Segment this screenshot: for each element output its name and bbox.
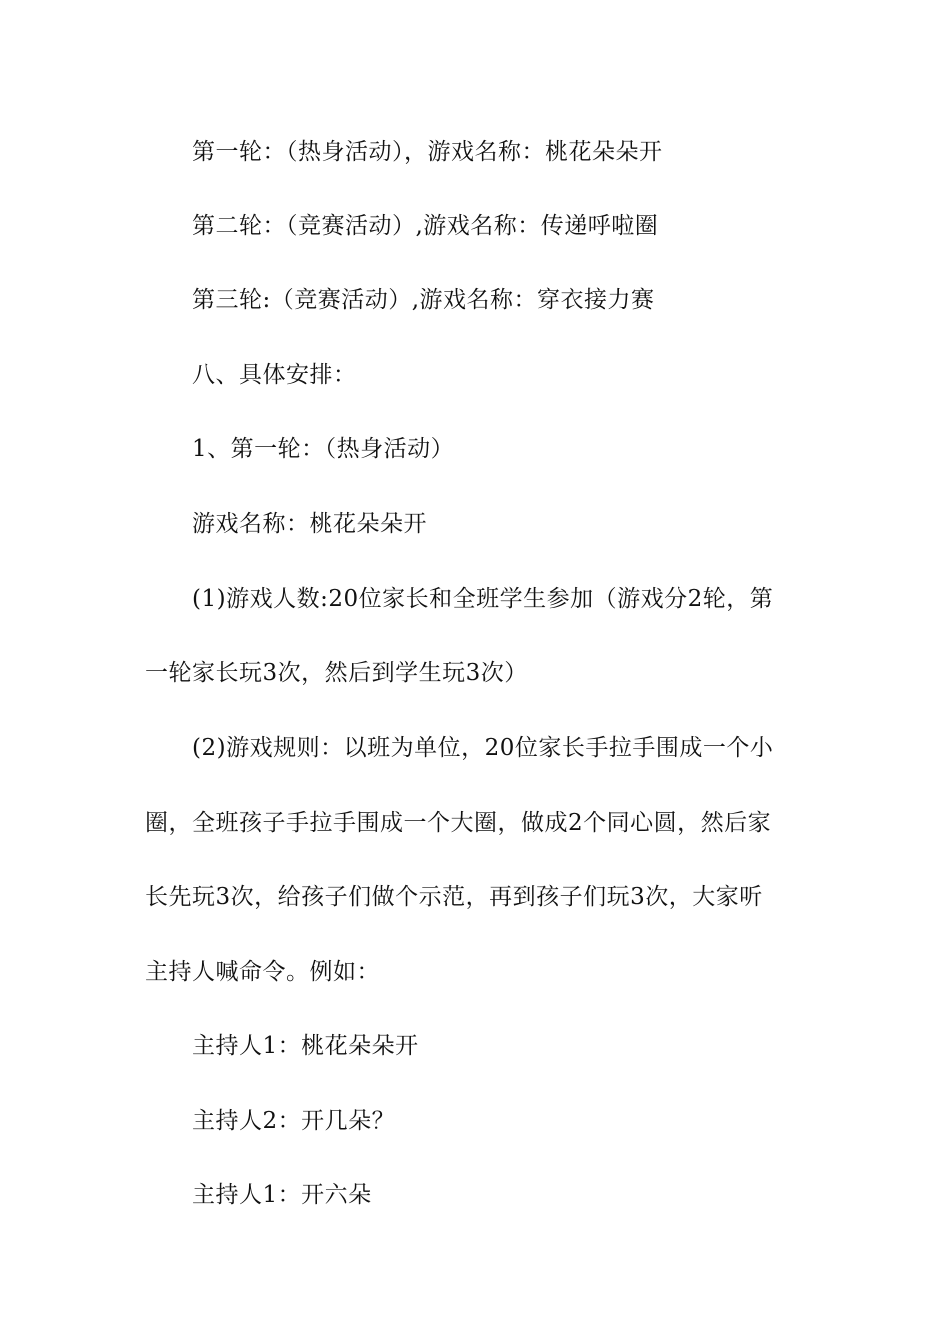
round-2-line: 第二轮：（竞赛活动）,游戏名称：传递呼啦圈 — [192, 213, 659, 239]
section-heading: 八、具体安排： — [192, 362, 357, 388]
game-rules-continued-1: 圈，全班孩子手拉手围成一个大圈，做成2个同心圆，然后家 — [145, 810, 772, 836]
subsection-heading: 1、第一轮：（热身活动） — [192, 436, 455, 462]
game-players-line: (1)游戏人数:20位家长和全班学生参加（游戏分2轮，第 — [192, 586, 774, 612]
round-3-line: 第三轮:（竞赛活动）,游戏名称：穿衣接力赛 — [192, 287, 655, 313]
game-name-line: 游戏名称：桃花朵朵开 — [192, 511, 427, 537]
dialogue-line-3: 主持人1：开六朵 — [192, 1182, 372, 1208]
game-rules-continued-3: 主持人喊命令。例如： — [145, 959, 380, 985]
game-rules-line: (2)游戏规则：以班为单位，20位家长手拉手围成一个小 — [192, 735, 774, 761]
dialogue-line-2: 主持人2：开几朵？ — [192, 1108, 396, 1134]
dialogue-line-1: 主持人1：桃花朵朵开 — [192, 1033, 419, 1059]
game-rules-continued-2: 长先玩3次，给孩子们做个示范，再到孩子们玩3次，大家听 — [145, 884, 763, 910]
game-players-continued: 一轮家长玩3次，然后到学生玩3次） — [145, 660, 528, 686]
round-1-line: 第一轮：（热身活动），游戏名称：桃花朵朵开 — [192, 139, 663, 165]
